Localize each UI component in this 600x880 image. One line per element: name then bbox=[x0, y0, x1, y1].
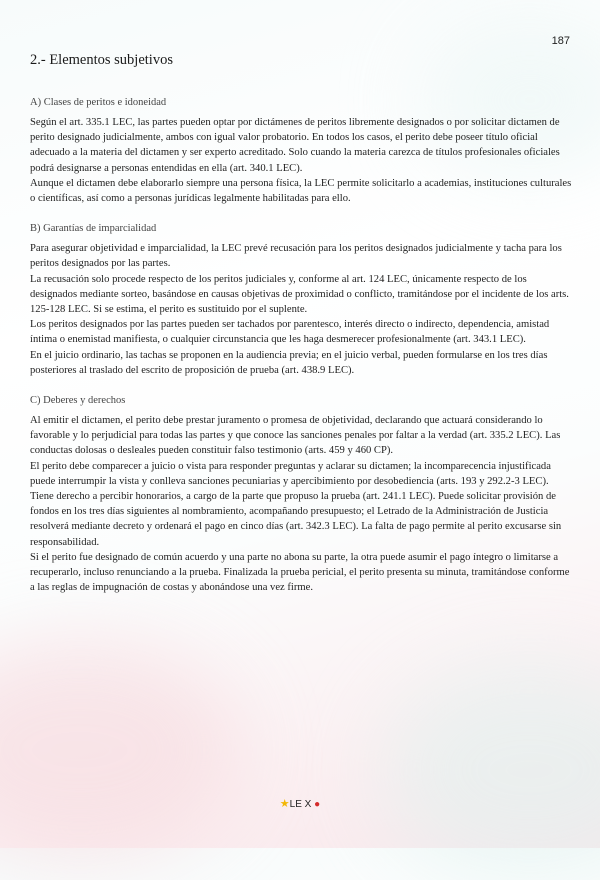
paragraph: Los peritos designados por las partes pueden ser tachados por parentesco, interés directo o indirecto, dependencia, amistad íntima o enemistad manifiesta, o cualquier circunstancia que les haga desmerecer profesionalmente (art. 343.1 LEC). bbox=[30, 319, 550, 346]
page-number: 187 bbox=[551, 35, 570, 47]
subsection-heading: B) Garantías de imparcialidad bbox=[30, 223, 157, 235]
paragraph: Al emitir el dictamen, el perito debe prestar juramento o promesa de objetividad, declarando que actuará considerando lo favorable y lo perjudicial para todas las partes y que conoce las sanciones penales por faltar a la verdad (art. 335.2 LEC). Las conductas dolosas o desleales pueden constituir falso testimonio (arts. 459 y 460 CP). bbox=[30, 415, 561, 457]
subsection-heading: A) Clases de peritos e idoneidad bbox=[30, 97, 167, 108]
paragraph: Tiene derecho a percibir honorarios, a cargo de la parte que propuso la prueba (art. 241.1 LEC). Puede solicitar provisión de fondos en los tres días siguientes al nombramiento, acompañando presupuesto; el Letrado de la Administración de Justicia resolverá mediante decreto y ordenará el pago en cinco días (art. 342.3 LEC). La falta de pago permite al perito excusarse sin responsabilidad. bbox=[30, 491, 562, 548]
background-blob-pink bbox=[0, 640, 240, 860]
section-title: 2.- Elementos subjetivos bbox=[30, 52, 173, 68]
footer-brand: LE X bbox=[289, 799, 312, 810]
background-blob-mint bbox=[380, 660, 600, 880]
star-icon: ★ bbox=[279, 798, 290, 810]
subsection-clases-peritos bbox=[30, 97, 576, 206]
footer-logo bbox=[0, 797, 600, 810]
page-content bbox=[30, 52, 576, 612]
subsection-garantias-imparcialidad bbox=[30, 223, 576, 378]
paragraph: La recusación solo procede respecto de los peritos judiciales y, conforme al art. 124 LEC, únicamente respecto de los designados mediante sorteo, basándose en causas objetivas de proximidad o conflicto, tramitándose por el incidente de los arts. 125-128 LEC. Si se estima, el perito es sustituido por el suplente. bbox=[30, 273, 569, 316]
drop-icon: ● bbox=[314, 799, 321, 810]
paragraph: Si el perito fue designado de común acuerdo y una parte no abona su parte, la otra puede asumir el pago íntegro o limitarse a recuperarlo, incluso renunciando a la prueba. Finalizada la prueba pericial, el perito presenta su minuta, tramitándose conforme a las reglas de impugnación de costas y abonándose una vez firme. bbox=[30, 551, 570, 594]
subsection-deberes-derechos bbox=[30, 395, 576, 595]
paragraph: Aunque el dictamen debe elaborarlo siempre una persona física, la LEC permite solicitarlo a academias, instituciones culturales o científicas, así como a personas jurídicas legalmente habilitadas para ello. bbox=[30, 177, 572, 205]
paragraph: Para asegurar objetividad e imparcialidad, la LEC prevé recusación para los peritos designados judicialmente y tacha para los peritos designados por las partes. bbox=[30, 243, 562, 270]
paragraph: El perito debe comparecer a juicio o vista para responder preguntas y aclarar su dictamen; la incomparecencia injustificada puede interrumpir la vista y conlleva sanciones pecuniarias y apercibimiento por desobediencia (arts. 193 y 292.2-3 LEC). bbox=[30, 460, 551, 487]
subsection-heading: C) Deberes y derechos bbox=[30, 395, 126, 407]
paragraph: En el juicio ordinario, las tachas se proponen en la audiencia previa; en el juicio verbal, pueden formularse en los tres días posteriores al traslado del escrito de proposición de prueba (art. 438.9 LEC). bbox=[30, 349, 548, 376]
paragraph: Según el art. 335.1 LEC, las partes pueden optar por dictámenes de peritos libremente designados o por solicitar dictamen de perito designado judicialmente, ambos con igual valor probatorio. En todos los casos, el perito debe poseer título oficial adecuado a la materia del dictamen y ser experto acreditado. Solo cuando la materia carezca de títulos profesionales oficiales podrá designarse a personas entendidas en ella (art. 340.1 LEC). bbox=[30, 117, 560, 174]
